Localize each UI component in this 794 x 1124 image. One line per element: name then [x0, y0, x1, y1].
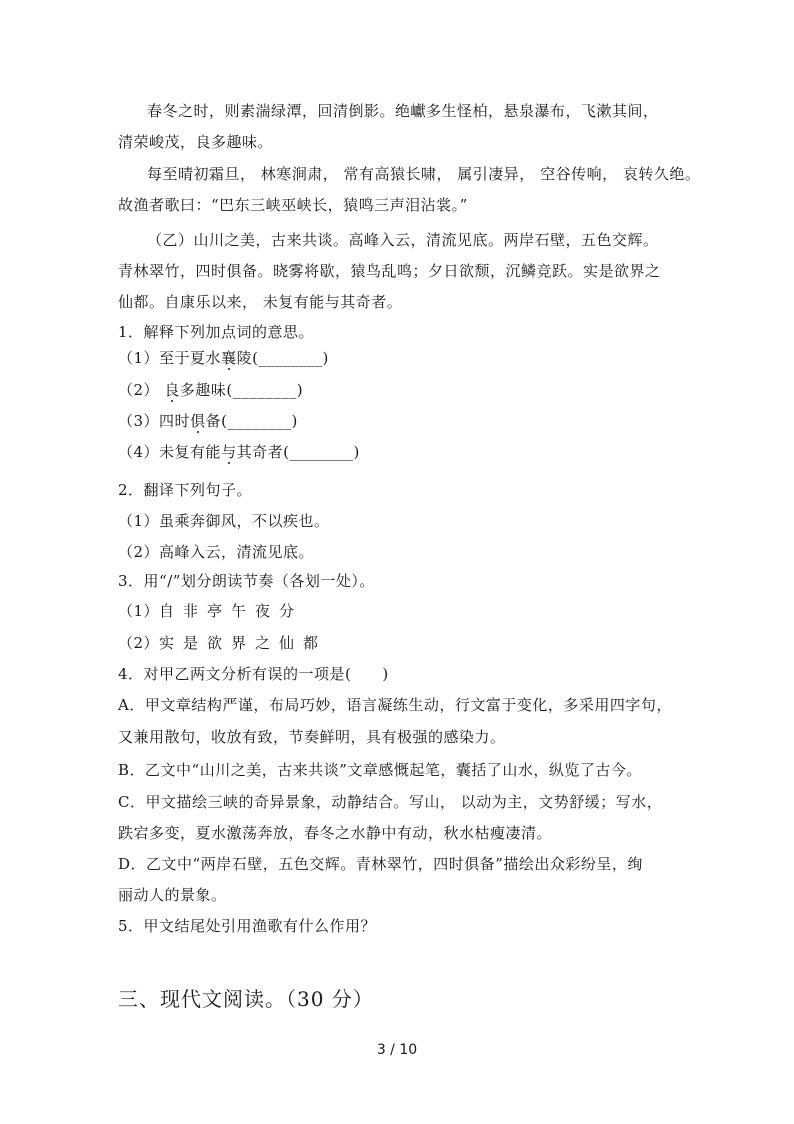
question-5-stem: 5．甲文结尾处引用渔歌有什么作用？ — [118, 917, 377, 935]
option-c: C．甲文描绘三峡的奇异景象，动静结合。写山， 以动为主，文势舒缓；写水， — [118, 793, 663, 811]
question-3-item — [118, 600, 303, 622]
item-text: 其奇者 — [236, 443, 284, 461]
question-3-stem: 3．用“/”划分朗读节奏（各划一处）。 — [118, 572, 375, 590]
passage-line: 故渔者歌曰：“巴东三峡巫峡长，猿鸣三声泪沾裳。” — [118, 196, 468, 214]
question-3-item — [118, 632, 327, 654]
passage-line: 春冬之时，则素湍绿潭，回清倒影。绝巘多生怪柏，悬泉瀑布，飞漱其间， — [147, 102, 659, 120]
question-1-item — [118, 347, 329, 369]
page-number: 3 / 10 — [376, 1042, 418, 1058]
answer-blank[interactable]: (________) — [221, 412, 298, 430]
passage-line: （乙）山川之美，古来共谈。高峰入云，清流见底。两岸石壁，五色交辉。 — [147, 231, 659, 249]
dotted-word: 良 — [164, 381, 180, 399]
item-text: 实是欲界之仙都 — [159, 634, 328, 652]
question-2-item: （2）高峰入云，清流见底。 — [118, 543, 315, 561]
option-d: D．乙文中“两岸石壁，五色交辉。青林翠竹，四时俱备”描绘出众彩纷呈，绚 — [118, 855, 643, 873]
item-number: （3） — [118, 412, 160, 430]
answer-blank[interactable]: (________) — [252, 349, 329, 367]
question-1-stem: 1．解释下列加点词的意思。 — [118, 323, 315, 341]
option-d: 丽动人的景象。 — [118, 886, 227, 904]
question-2-stem: 2．翻译下列句子。 — [118, 481, 253, 499]
option-b: B．乙文中“山川之美，古来共谈”文章感慨起笔，囊括了山水，纵览了古今。 — [118, 761, 642, 779]
question-1-item — [118, 410, 298, 432]
item-number: （2） — [118, 381, 160, 399]
answer-blank[interactable]: (________) — [283, 443, 360, 461]
question-1-item — [118, 441, 360, 463]
passage-line: 青林翠竹，四时俱备。晓雾将歇，猿鸟乱鸣；夕日欲颓，沉鳞竞跃。实是欲界之 — [118, 262, 661, 280]
passage-line: 仙都。自康乐以来， 未复有能与其奇者。 — [118, 293, 403, 311]
answer-blank[interactable]: (________) — [226, 381, 304, 399]
section-title: 三、现代文阅读。（30 分） — [118, 987, 374, 1011]
dotted-word: 襄 — [221, 349, 237, 367]
question-2-item: （1）虽乘奔御风，不以疾也。 — [118, 512, 330, 530]
dotted-word: 俱 — [190, 412, 206, 430]
item-text: 至于夏水 — [159, 349, 222, 367]
item-number: （1） — [118, 602, 160, 620]
item-text: 四时 — [159, 412, 191, 430]
option-c: 跌宕多变，夏水激荡奔放，春冬之水静中有动，秋水枯瘦凄清。 — [118, 824, 553, 842]
item-text: 备 — [205, 412, 222, 430]
item-text: 陵 — [236, 349, 253, 367]
item-number: （4） — [118, 443, 160, 461]
passage-line: 每至晴初霜旦， 林寒涧肃， 常有高猿长啸， 属引凄异， 空谷传响， 哀转久绝。 — [147, 165, 701, 183]
question-1-item — [118, 379, 303, 401]
dotted-word: 与 — [221, 443, 237, 461]
question-4-stem: 4．对甲乙两文分析有误的一项是( ) — [118, 665, 389, 683]
item-text: 多趣味 — [179, 381, 227, 399]
option-a: A．甲文章结构严谨，布局巧妙，语言凝练生动，行文富于变化，多采用四字句， — [118, 696, 672, 714]
option-a: 又兼用散句，收放有致，节奏鲜明，具有极强的感染力。 — [118, 728, 506, 746]
item-text: 自非亭午夜分 — [159, 602, 304, 620]
item-text: 未复有能 — [159, 443, 222, 461]
item-number: （2） — [118, 634, 160, 652]
item-number: （1） — [118, 349, 160, 367]
passage-line: 清荣峻茂，良多趣味。 — [118, 133, 274, 151]
